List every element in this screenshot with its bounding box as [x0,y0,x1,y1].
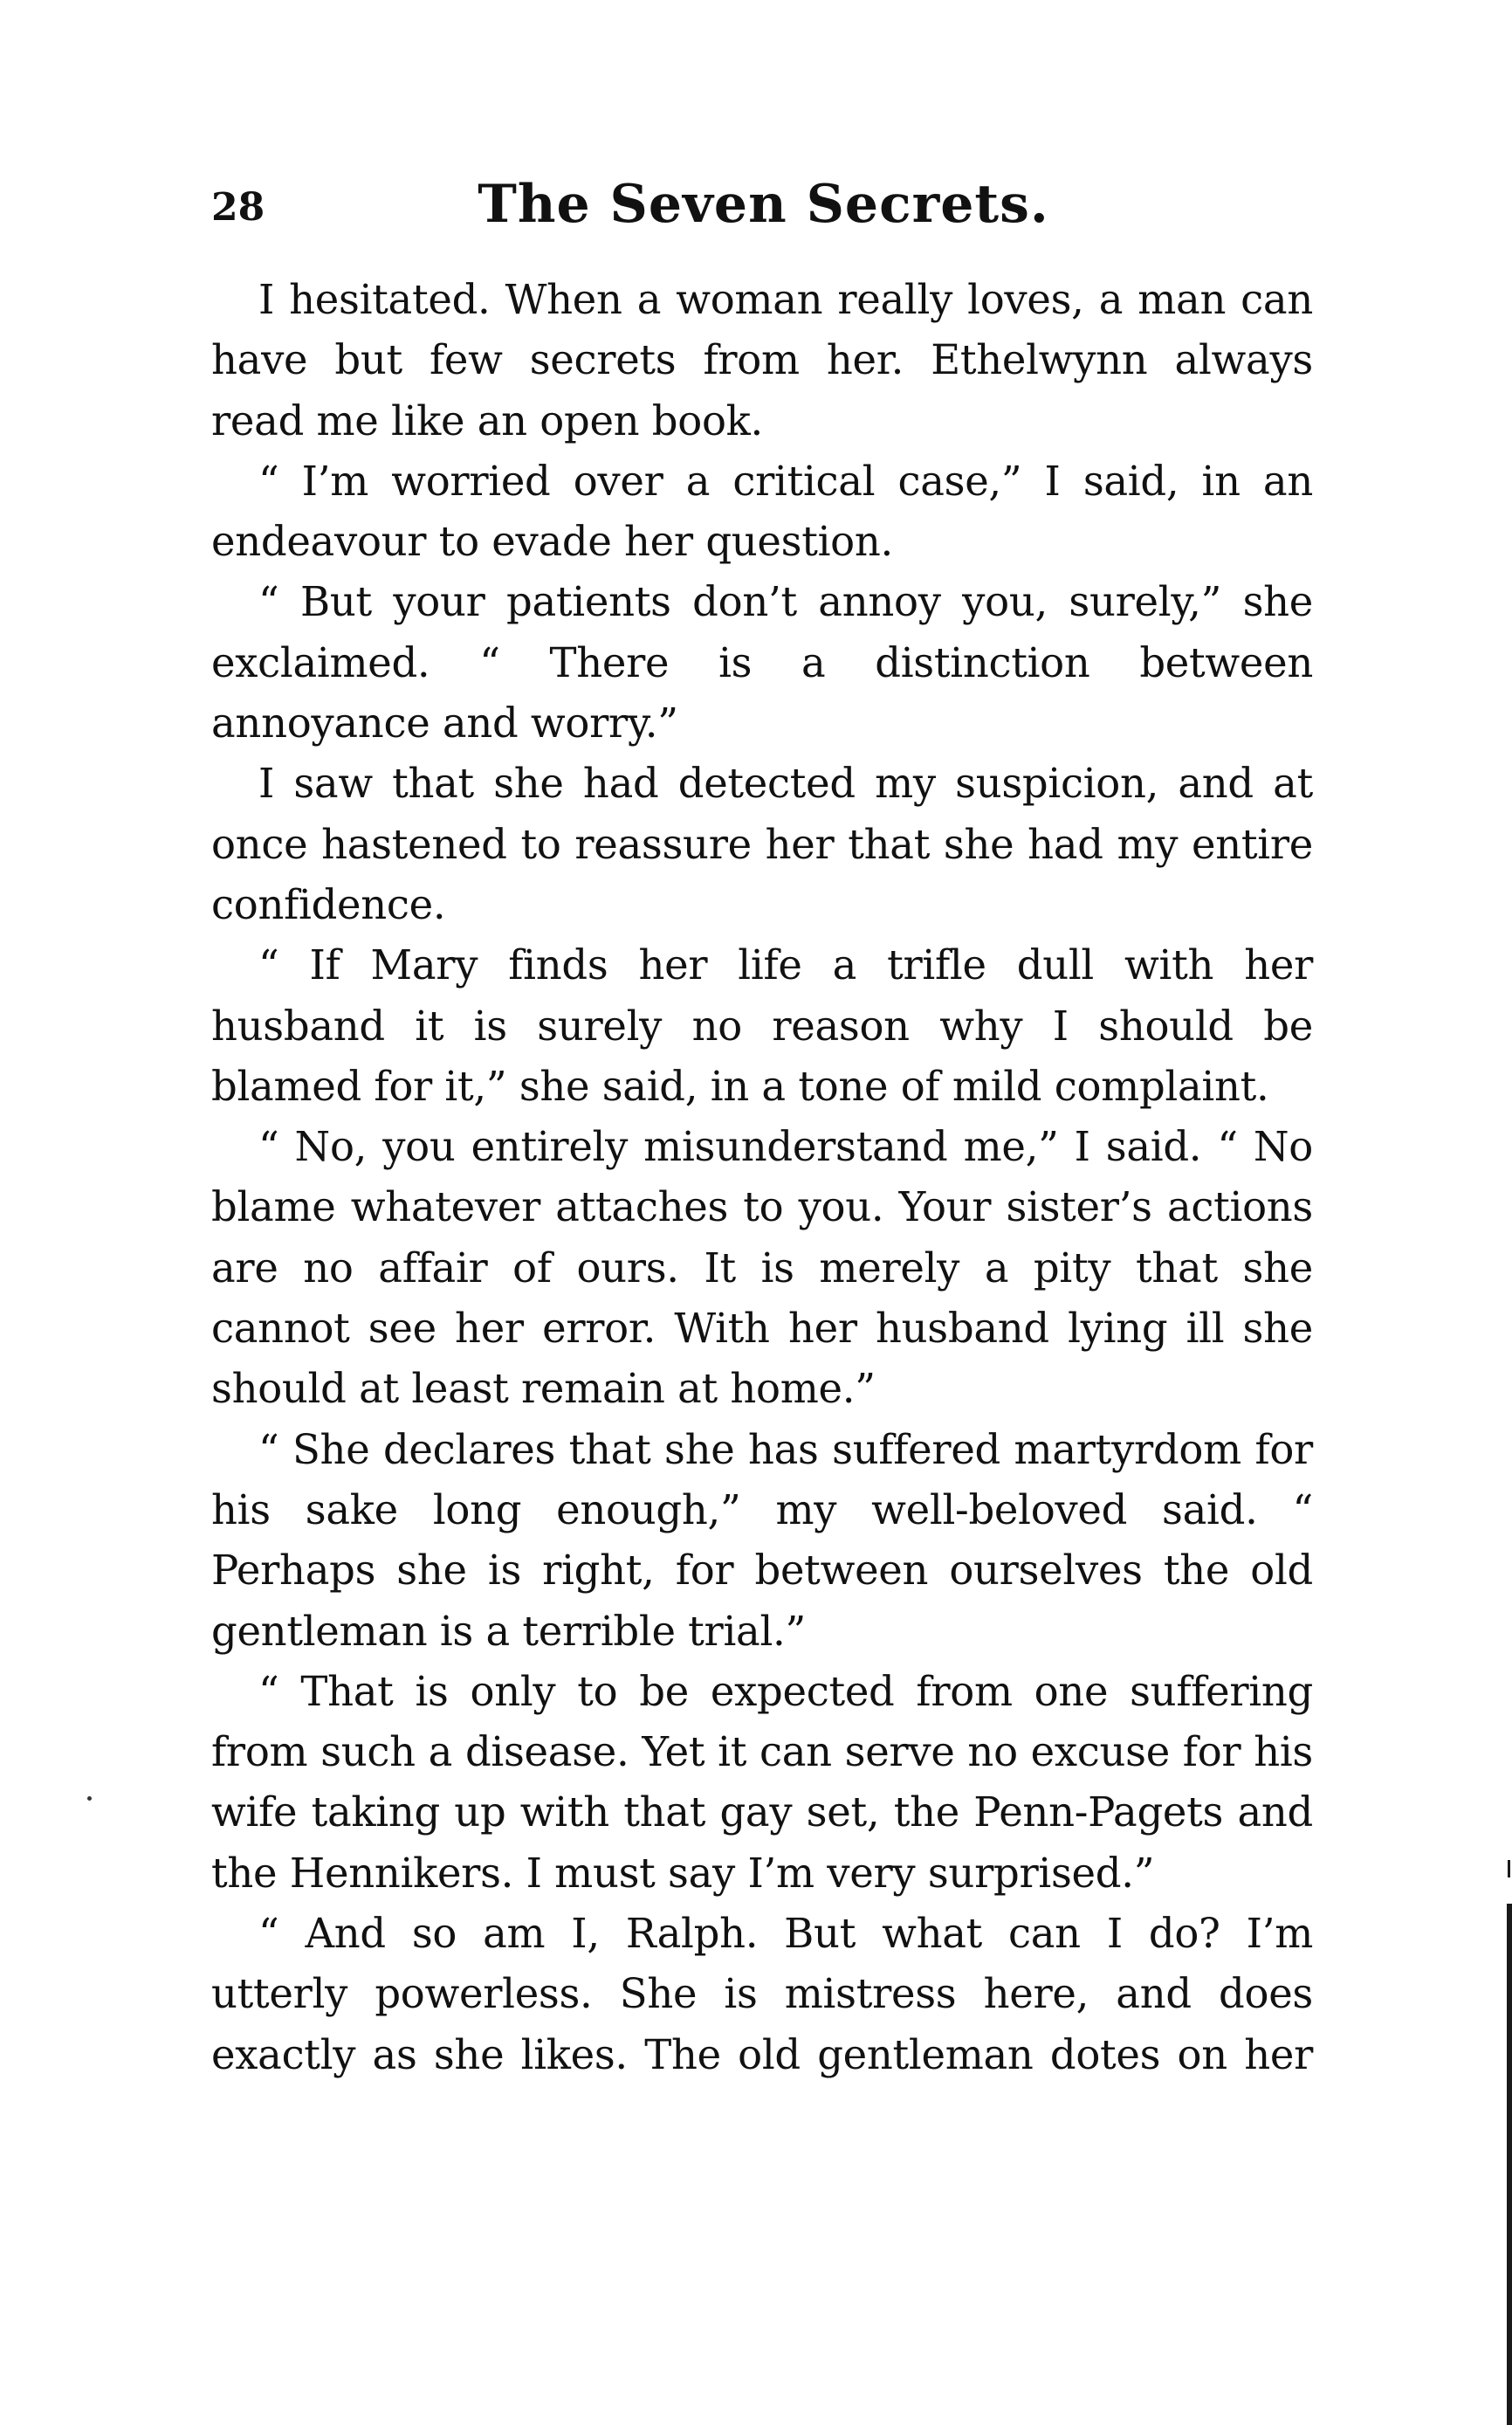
print-speck [87,1796,92,1801]
paragraph-7: “ She declares that she has suffered martyrdom for his sake long enough,” my well-beloved said. “ Perhaps she is right, for between ourselves the old gentleman is a terrible trial.” [211,1425,1313,1655]
paragraph-8: “ That is only to be expected from one suffering from such a disease. Yet it can serve no excuse for his wife taking up with that gay set, the Penn-Pagets and the Hennikers. I must say I’m very surprised.” [211,1667,1313,1897]
page-number: 28 [211,185,265,230]
paragraph-3: “ But your patients don’t annoy you, surely,” she exclaimed. “ There is a distinction between annoyance and worry.” [211,578,1313,747]
paragraph-6: “ No, you entirely misunderstand me,” I said. “ No blame whatever attaches to you. Your sister’s actions are no affair of ours. It is merely a pity that she cannot see her error. With her husband lying ill she should at least remain at home.” [211,1123,1313,1413]
running-title: The Seven Secrets. [478,174,1049,235]
body-text [211,270,1313,2085]
paragraph-2: “ I’m worried over a critical case,” I said, in an endeavour to evade her question. [211,457,1313,566]
paragraph-4: I saw that she had detected my suspicion, and at once hastened to reassure her that she had my entire confidence. [211,760,1313,928]
page-edge-mark-small [1508,1860,1510,1877]
paragraph-5: “ If Mary finds her life a trifle dull with her husband it is surely no reason why I should be blamed for it,” she said, in a tone of mild complaint. [211,941,1313,1110]
paragraph-9: “ And so am I, Ralph. But what can I do? I’m utterly powerless. She is mistress here, and does exactly as she likes. The old gentleman dotes on her [211,1910,1313,2078]
page-header [211,171,1316,241]
paragraph-1: I hesitated. When a woman really loves, a man can have but few secrets from her. Ethelwynn always read me like an open book. [211,276,1313,444]
page-edge-shadow [1507,1904,1512,2425]
